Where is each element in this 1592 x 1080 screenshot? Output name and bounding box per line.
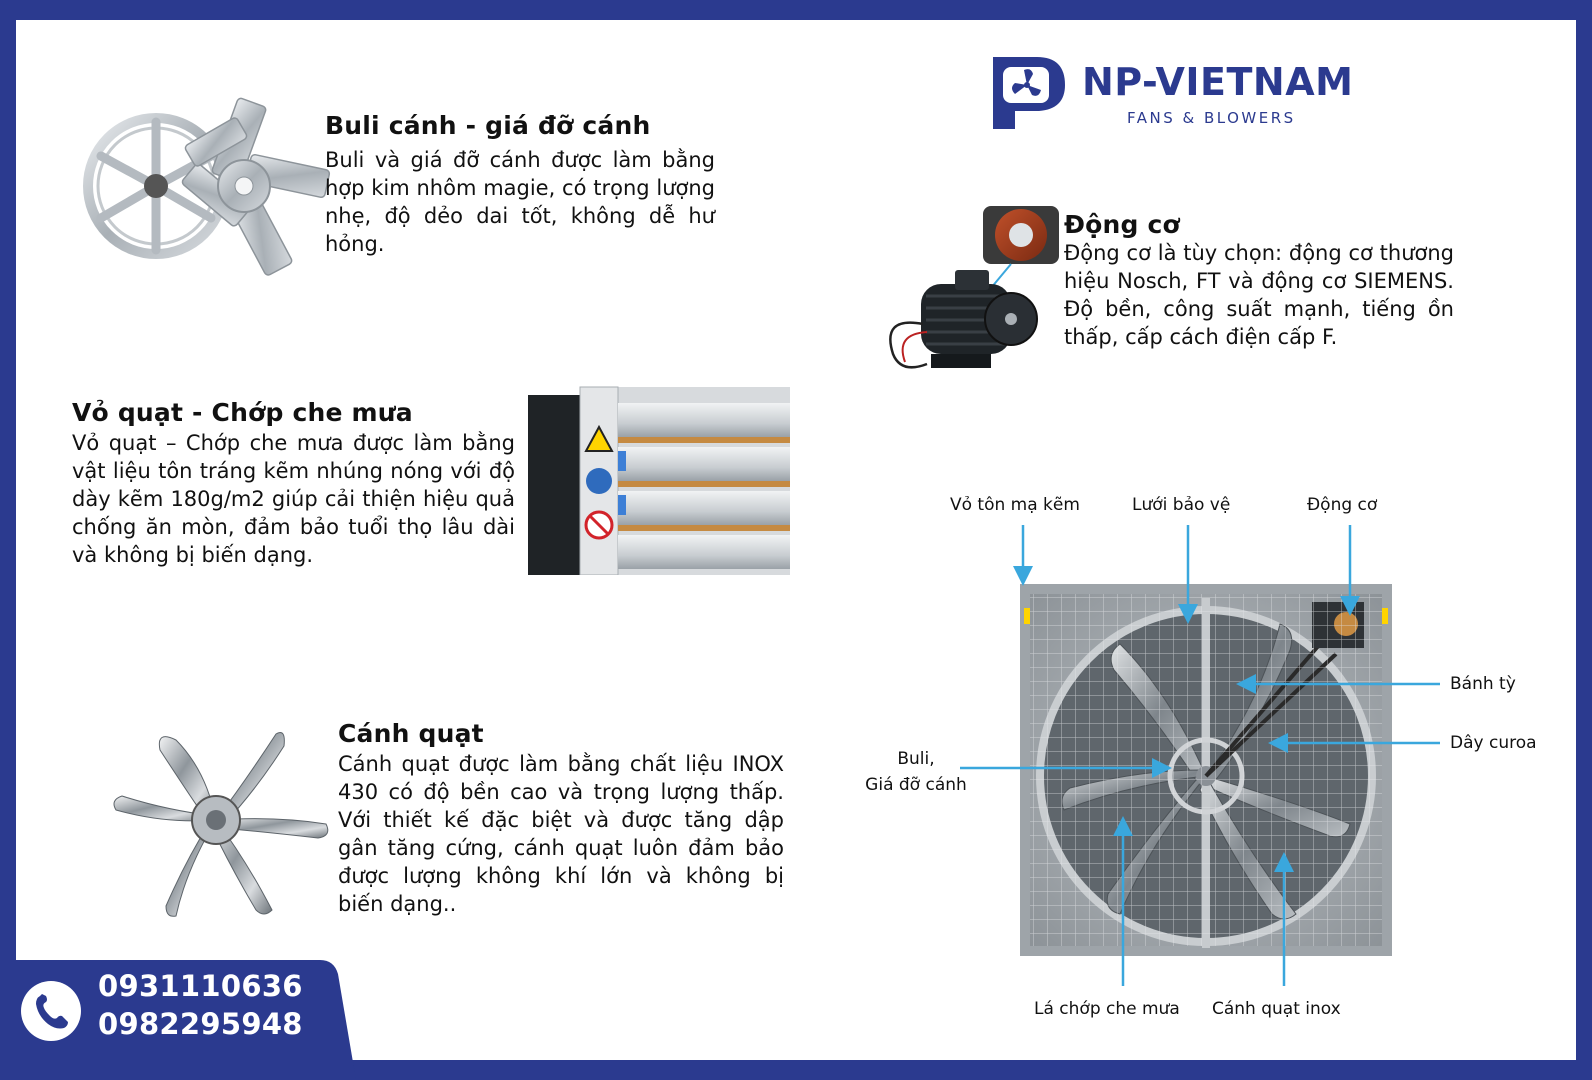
label-idler: Bánh tỳ bbox=[1450, 674, 1516, 694]
pulley-title: Buli cánh - giá đỡ cánh bbox=[325, 111, 651, 140]
fan-diagram bbox=[1020, 584, 1392, 956]
pulley-image bbox=[76, 90, 336, 280]
np-vietnam-logo-icon bbox=[993, 57, 1065, 129]
label-pulley-line2: Giá đỡ cánh bbox=[865, 775, 967, 795]
phone-number-2[interactable]: 0982295948 bbox=[98, 1007, 303, 1041]
label-guard-grill: Lưới bảo vệ bbox=[1132, 495, 1231, 515]
label-galvanized-shell: Vỏ tôn mạ kẽm bbox=[950, 495, 1080, 515]
label-shutter: Lá chớp che mưa bbox=[1034, 999, 1180, 1019]
product-sheet bbox=[16, 20, 1576, 1060]
blade-title: Cánh quạt bbox=[338, 719, 484, 748]
motor-title: Động cơ bbox=[1064, 210, 1180, 239]
label-motor: Động cơ bbox=[1307, 495, 1378, 515]
phone-number-1[interactable]: 0931110636 bbox=[98, 969, 303, 1003]
label-pulley-line1: Buli, bbox=[897, 749, 935, 769]
label-blade: Cánh quạt inox bbox=[1212, 999, 1341, 1019]
pulley-description: Buli và giá đỡ cánh được làm bằng hợp kim nhôm magie, có trọng lượng nhẹ, độ dẻo dai tốt, không dễ hư hỏng. bbox=[325, 148, 715, 256]
brand-tagline: FANS & BLOWERS bbox=[1127, 109, 1296, 127]
label-pulley bbox=[856, 746, 976, 798]
housing-title: Vỏ quạt - Chớp che mưa bbox=[72, 398, 413, 427]
blade-description: Cánh quạt được làm bằng chất liệu INOX 430 có độ bền cao và trọng lượng thấp. Với thiết kế đặc biệt và được tăng dập gân tăng cứng, cánh quạt luôn đảm bảo được lượng không khí lớn và không bị biến dạng.. bbox=[338, 752, 784, 916]
housing-image bbox=[528, 385, 790, 575]
housing-description: Vỏ quạt – Chớp che mưa được làm bằng vật liệu tôn tráng kẽm nhúng nóng với độ dày kẽm 180g/m2 giúp cải thiện hiệu quả chống ăn mòn, đảm bảo tuổi thọ lâu dài và không bị biến dạng. bbox=[72, 431, 515, 567]
motor-description: Động cơ là tùy chọn: động cơ thương hiệu Nosch, FT và động cơ SIEMENS. Độ bền, công suất mạnh, tiếng ồn thấp, cấp cách điện cấp F. bbox=[1064, 241, 1454, 349]
phone-icon bbox=[20, 980, 82, 1042]
motor-image bbox=[871, 204, 1061, 384]
brand-name: NP-VIETNAM bbox=[1082, 60, 1354, 104]
label-belt: Dây curoa bbox=[1450, 733, 1537, 753]
blade-image bbox=[96, 720, 336, 920]
